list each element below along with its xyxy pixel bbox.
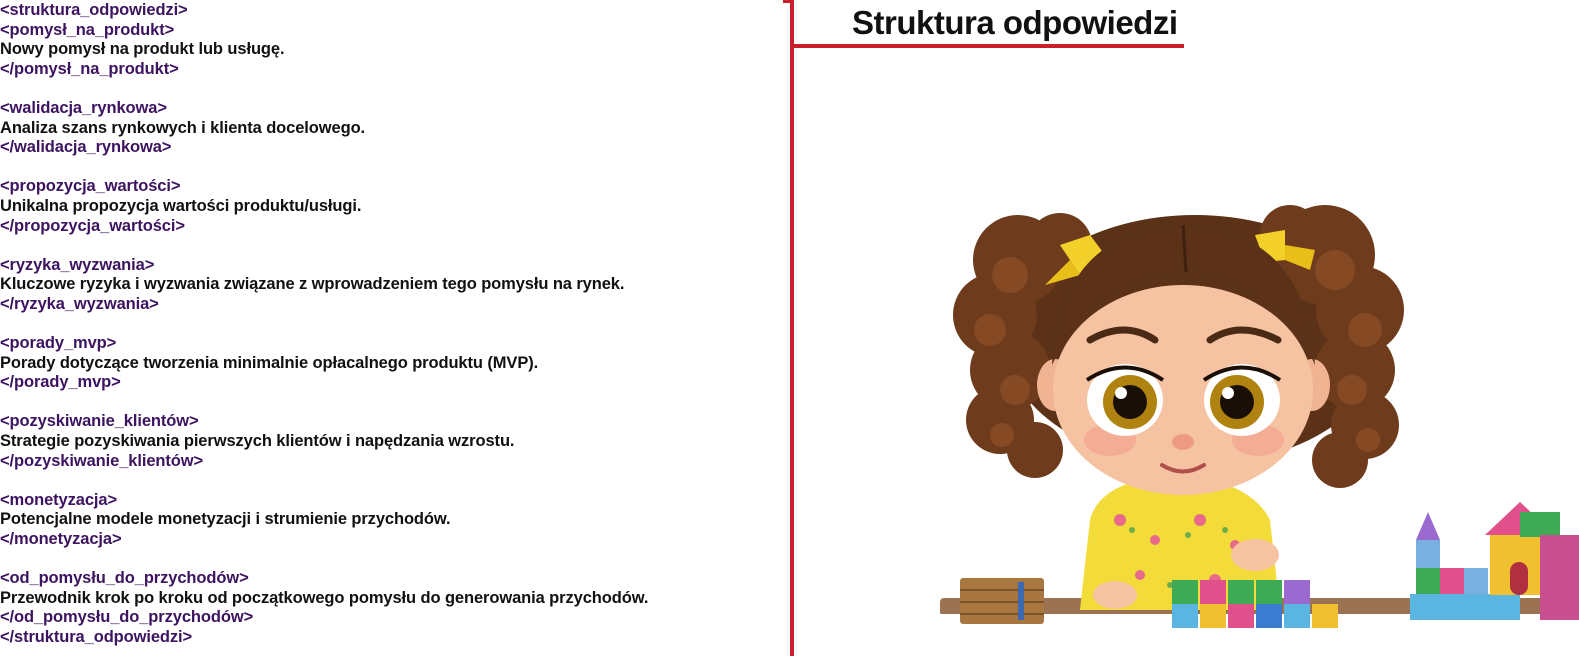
tag-line: <struktura_odpowiedzi> bbox=[0, 1, 188, 19]
tag-line: <walidacja_rynkowa> bbox=[0, 98, 167, 117]
tag-line: </struktura_odpowiedzi> bbox=[0, 628, 193, 646]
title-underline bbox=[790, 44, 1184, 48]
tag-line: </ryzyka_wyzwania> bbox=[0, 294, 159, 313]
description-line: Unikalna propozycja wartości produktu/usługi. bbox=[0, 196, 362, 215]
girl-building-blocks-image bbox=[940, 190, 1579, 656]
description-line: Analiza szans rynkowych i klienta docelowego. bbox=[0, 118, 366, 137]
description-line: Przewodnik krok po kroku od początkowego pomysłu do generowania przychodów. bbox=[0, 588, 649, 607]
page-title: Struktura odpowiedzi bbox=[852, 4, 1178, 41]
tag-line: <ryzyka_wyzwania> bbox=[0, 255, 155, 274]
tag-line: </propozycja_wartości> bbox=[0, 216, 185, 235]
response-structure-code bbox=[0, 1, 780, 648]
tag-line: </od_pomysłu_do_przychodów> bbox=[0, 608, 254, 627]
tag-line: <pozyskiwanie_klientów> bbox=[0, 412, 199, 431]
description-line: Potencjalne modele monetyzacji i strumienie przychodów. bbox=[0, 510, 451, 529]
tag-line: </porady_mvp> bbox=[0, 373, 121, 392]
description-line: Porady dotyczące tworzenia minimalnie opłacalnego produktu (MVP). bbox=[0, 353, 539, 372]
description-line: Nowy pomysł na produkt lub usługę. bbox=[0, 40, 285, 59]
tag-line: </monetyzacja> bbox=[0, 530, 122, 549]
tag-line: <porady_mvp> bbox=[0, 334, 117, 353]
tag-line: <pomysł_na_produkt> bbox=[0, 20, 175, 39]
tag-line: </pozyskiwanie_klientów> bbox=[0, 451, 204, 470]
tag-line: <monetyzacja> bbox=[0, 490, 118, 509]
tag-line: </walidacja_rynkowa> bbox=[0, 138, 172, 157]
tag-line: <od_pomysłu_do_przychodów> bbox=[0, 569, 249, 588]
vertical-divider bbox=[790, 0, 794, 656]
description-line: Strategie pozyskiwania pierwszych klientów i napędzania wzrostu. bbox=[0, 432, 515, 451]
tag-line: </pomysł_na_produkt> bbox=[0, 59, 179, 78]
tag-line: <propozycja_wartości> bbox=[0, 177, 181, 196]
description-line: Kluczowe ryzyka i wyzwania związane z wprowadzeniem tego pomysłu na rynek. bbox=[0, 275, 625, 294]
